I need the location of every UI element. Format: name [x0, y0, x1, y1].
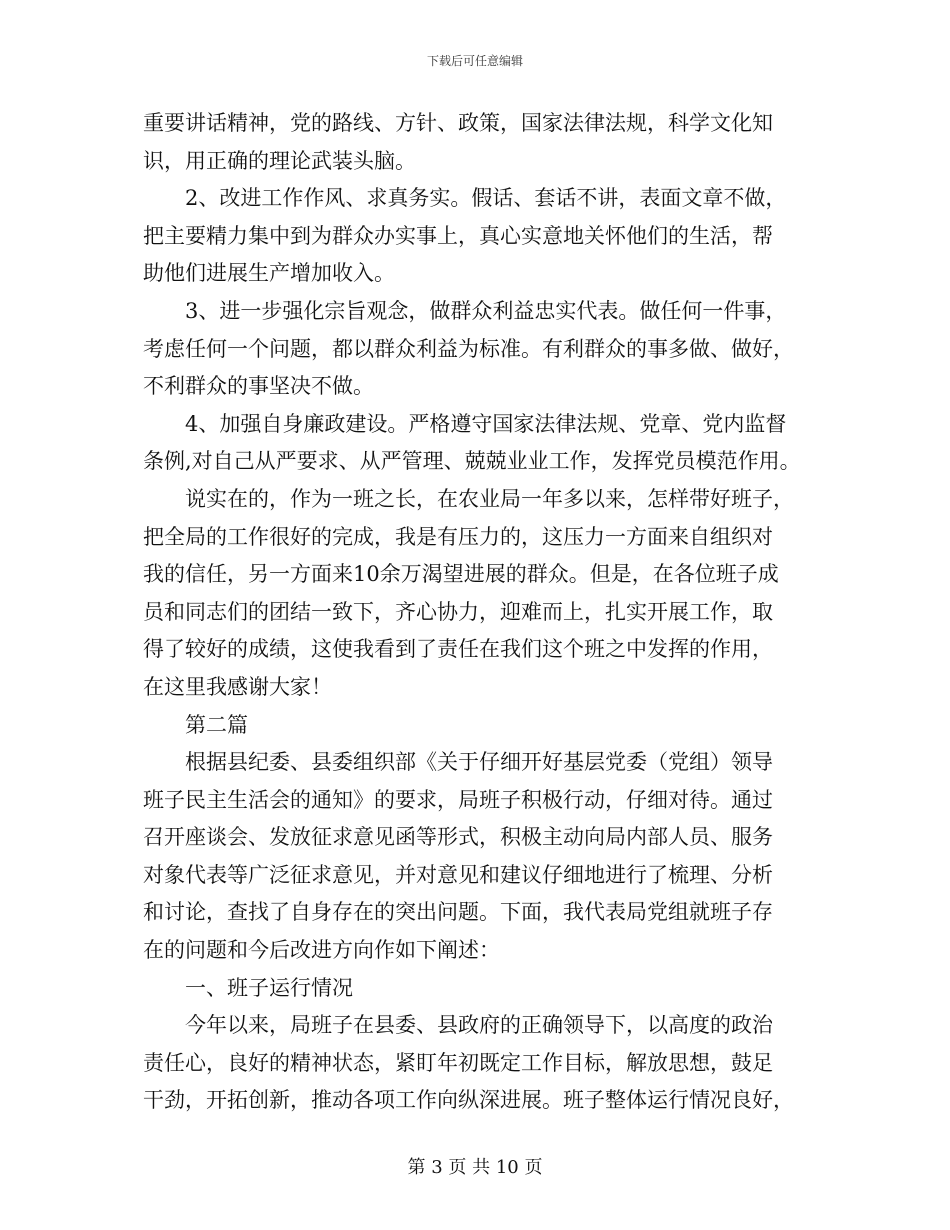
text-line: 3、进一步强化宗旨观念，做群众利益忠实代表。做任何一件事， [185, 298, 787, 323]
text-line: 对象代表等广泛征求意见，并对意见和建议仔细地进行了梳理、分析 [143, 862, 773, 887]
paragraph-intro [143, 744, 811, 970]
text-line: 第二篇 [185, 712, 248, 737]
paragraph-item-4 [143, 406, 811, 481]
paragraph-study-tail [143, 105, 811, 180]
text-line: 责任心，良好的精神状态，紧盯年初既定工作目标，解放思想，鼓足 [143, 1050, 773, 1075]
text-line: 4、加强自身廉政建设。严格遵守国家法律法规、党章、党内监督 [185, 411, 787, 436]
text-line: 和讨论，查找了自身存在的突出问题。下面，我代表局党组就班子存 [143, 900, 773, 925]
text-line: 2、改进工作作风、求真务实。假话、套话不讲，表面文章不做， [185, 186, 787, 211]
text-line: 把全局的工作很好的完成，我是有压力的，这压力一方面来自组织对 [143, 524, 773, 549]
text-line: 召开座谈会、发放征求意见函等形式，积极主动向局内部人员、服务 [143, 825, 773, 850]
paragraph-item-2 [143, 180, 811, 293]
text-line: 在的问题和今后改进方向作如下阐述： [143, 938, 500, 963]
paragraph-reflection [143, 481, 811, 707]
text-line: 条例,对自己从严要求、从严管理、兢兢业业工作，发挥党员模范作用。 [143, 449, 801, 474]
text-line: 一、班子运行情况 [185, 975, 353, 1000]
text-line: 重要讲话精神，党的路线、方针、政策，国家法律法规，科学文化知 [143, 111, 773, 135]
text-line: 不利群众的事坚决不做。 [143, 374, 374, 399]
text-line: 考虑任何一个问题，都以群众利益为标准。有利群众的事多做、做好， [143, 336, 794, 361]
text-line: 助他们进展生产增加收入。 [143, 261, 395, 286]
section-heading-part-two [143, 707, 811, 745]
subsection-heading-operation [143, 970, 811, 1008]
text-line: 根据县纪委、县委组织部《关于仔细开好基层党委（党组）领导 [185, 750, 773, 775]
page-number: 第 3 页 共 10 页 [407, 1157, 543, 1178]
paragraph-item-3 [143, 293, 811, 406]
text-line: 干劲，开拓创新，推动各项工作向纵深进展。班子整体运行情况良好， [143, 1088, 794, 1113]
text-line: 说实在的，作为一班之长，在农业局一年多以来，怎样带好班子， [185, 486, 794, 511]
text-line: 班子民主生活会的通知》的要求，局班子积极行动，仔细对待。通过 [143, 787, 773, 812]
text-line: 在这里我感谢大家！ [143, 674, 332, 699]
paragraph-operation [143, 1007, 811, 1120]
text-line: 得了较好的成绩，这使我看到了责任在我们这个班之中发挥的作用， [143, 637, 773, 662]
document-body [143, 105, 811, 1120]
page-header-note: 下载后可任意编辑 [426, 54, 523, 68]
text-line: 今年以来，局班子在县委、县政府的正确领导下，以高度的政治 [185, 1013, 773, 1038]
text-line: 我的信任，另一方面来10余万渴望进展的群众。但是，在各位班子成 [143, 562, 779, 587]
text-line: 把主要精力集中到为群众办实事上，真心实意地关怀他们的生活，帮 [143, 223, 773, 248]
text-line: 员和同志们的团结一致下，齐心协力，迎难而上，扎实开展工作，取 [143, 599, 773, 624]
text-line: 识，用正确的理论武装头脑。 [143, 148, 416, 173]
